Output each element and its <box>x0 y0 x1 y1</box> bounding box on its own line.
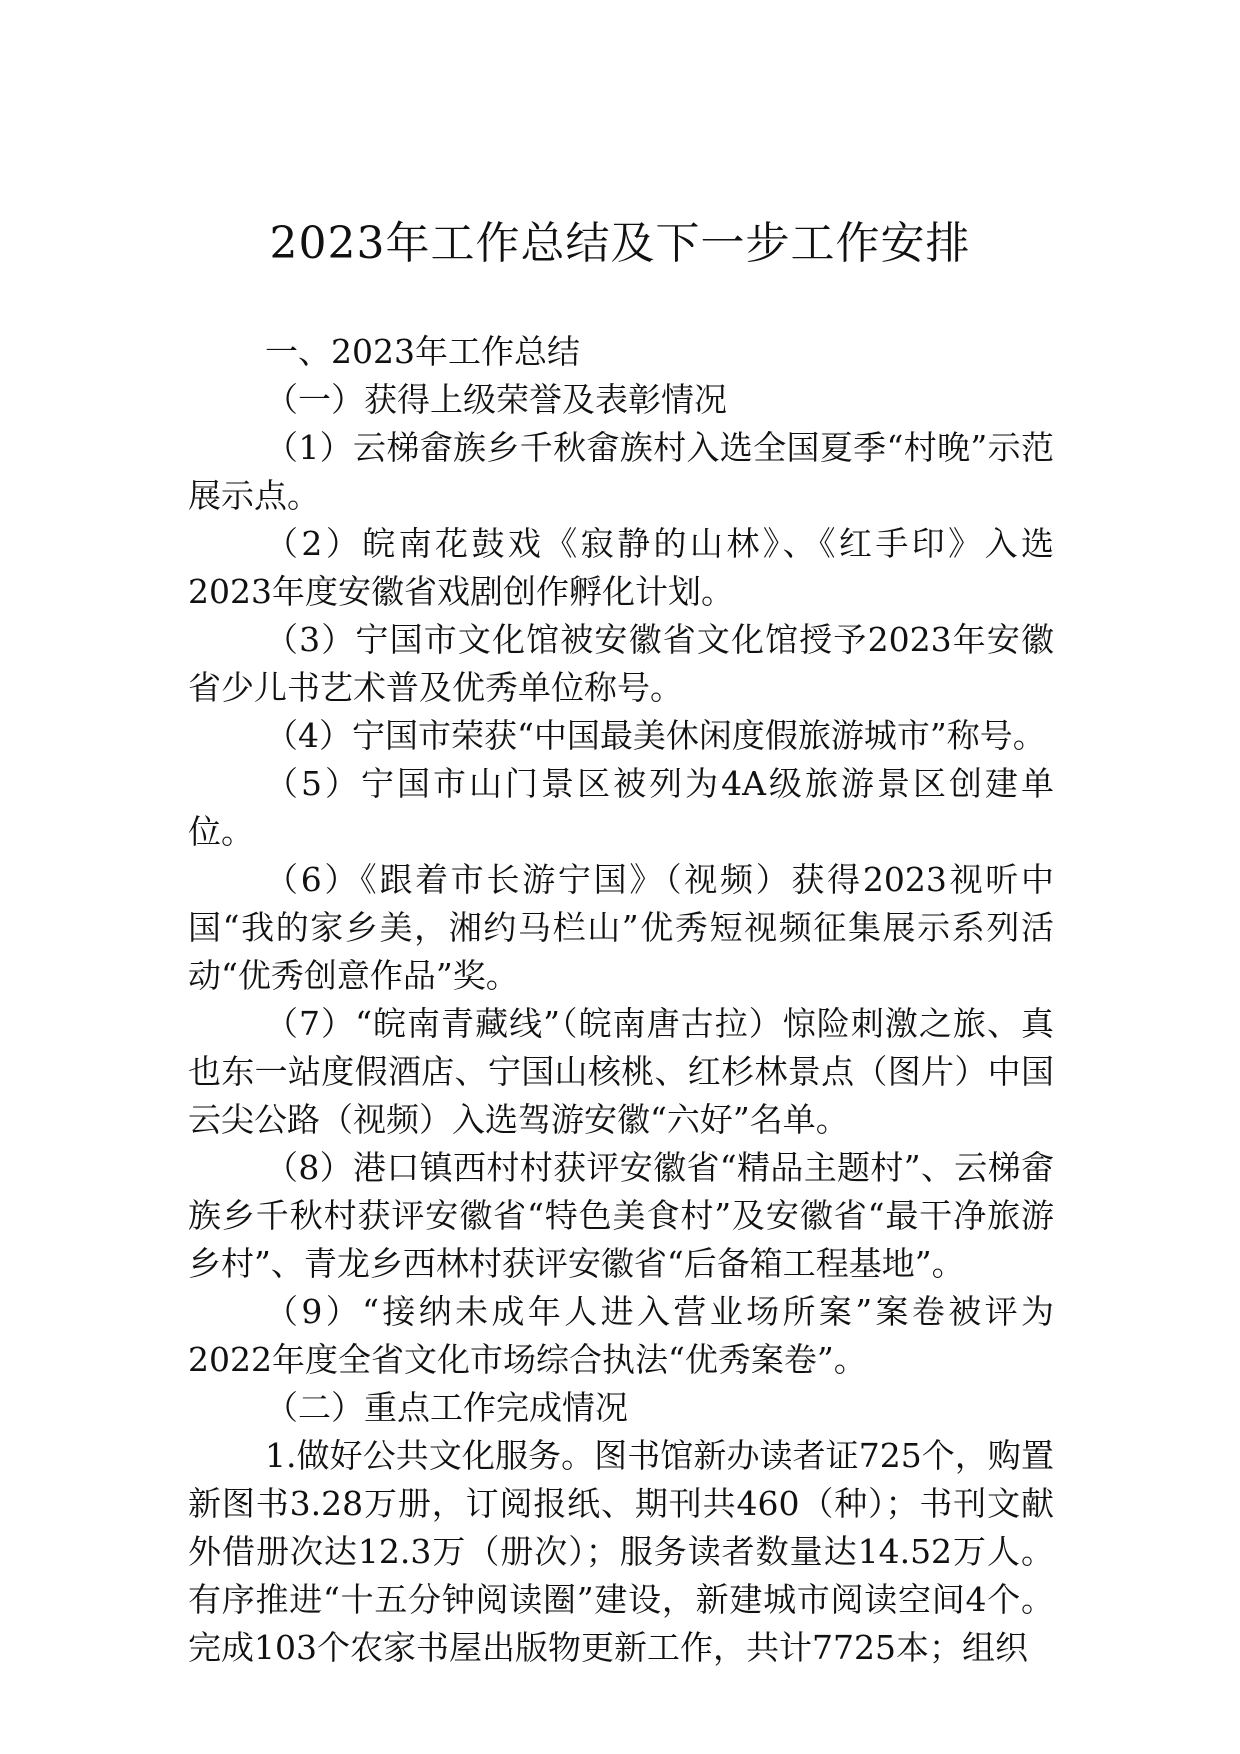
document-body <box>188 328 1054 1672</box>
subsection-heading-1: （一）获得上级荣誉及表彰情况 <box>265 380 727 419</box>
work-item-1: 1.做好公共文化服务。图书馆新办读者证725个，购置新图书3.28万册，订阅报纸、期刊共460（种）；书刊文献外借册次达12.3万（册次）；服务读者数量达14.52万人。有序推进“十五分钟阅读圈”建设，新建城市阅读空间4个。完成103个农家书屋出版物更新工作，共计7725本；组织 <box>188 1436 1054 1667</box>
honor-item-1: （1）云梯畲族乡千秋畲族村入选全国夏季“村晚”示范展示点。 <box>188 428 1054 515</box>
honor-item-7: （7）“皖南青藏线”（皖南唐古拉）惊险刺激之旅、真也东一站度假酒店、宁国山核桃、红杉林景点（图片）中国云尖公路（视频）入选驾游安徽“六好”名单。 <box>188 1004 1054 1139</box>
honor-item-6: （6）《跟着市长游宁国》（视频）获得2023视听中国“我的家乡美，湘约马栏山”优秀短视频征集展示系列活动“优秀创意作品”奖。 <box>188 860 1054 995</box>
honor-item-5: （5）宁国市山门景区被列为4A级旅游景区创建单位。 <box>188 764 1054 851</box>
honor-item-2: （2）皖南花鼓戏《寂静的山林》、《红手印》入选2023年度安徽省戏剧创作孵化计划。 <box>188 524 1054 611</box>
honor-item-4: （4）宁国市荣获“中国最美休闲度假旅游城市”称号。 <box>265 716 1046 755</box>
section-heading-1: 一、2023年工作总结 <box>265 332 580 371</box>
honor-item-9: （9）“接纳未成年人进入营业场所案”案卷被评为2022年度全省文化市场综合执法“优秀案卷”。 <box>188 1292 1054 1379</box>
honor-item-3: （3）宁国市文化馆被安徽省文化馆授予2023年安徽省少儿书艺术普及优秀单位称号。 <box>188 620 1054 707</box>
document-title: 2023年工作总结及下一步工作安排 <box>269 218 971 269</box>
honor-item-8: （8）港口镇西村村获评安徽省“精品主题村”、云梯畲族乡千秋村获评安徽省“特色美食村”及安徽省“最干净旅游乡村”、青龙乡西林村获评安徽省“后备箱工程基地”。 <box>188 1148 1054 1283</box>
subsection-heading-2: （二）重点工作完成情况 <box>265 1388 628 1427</box>
